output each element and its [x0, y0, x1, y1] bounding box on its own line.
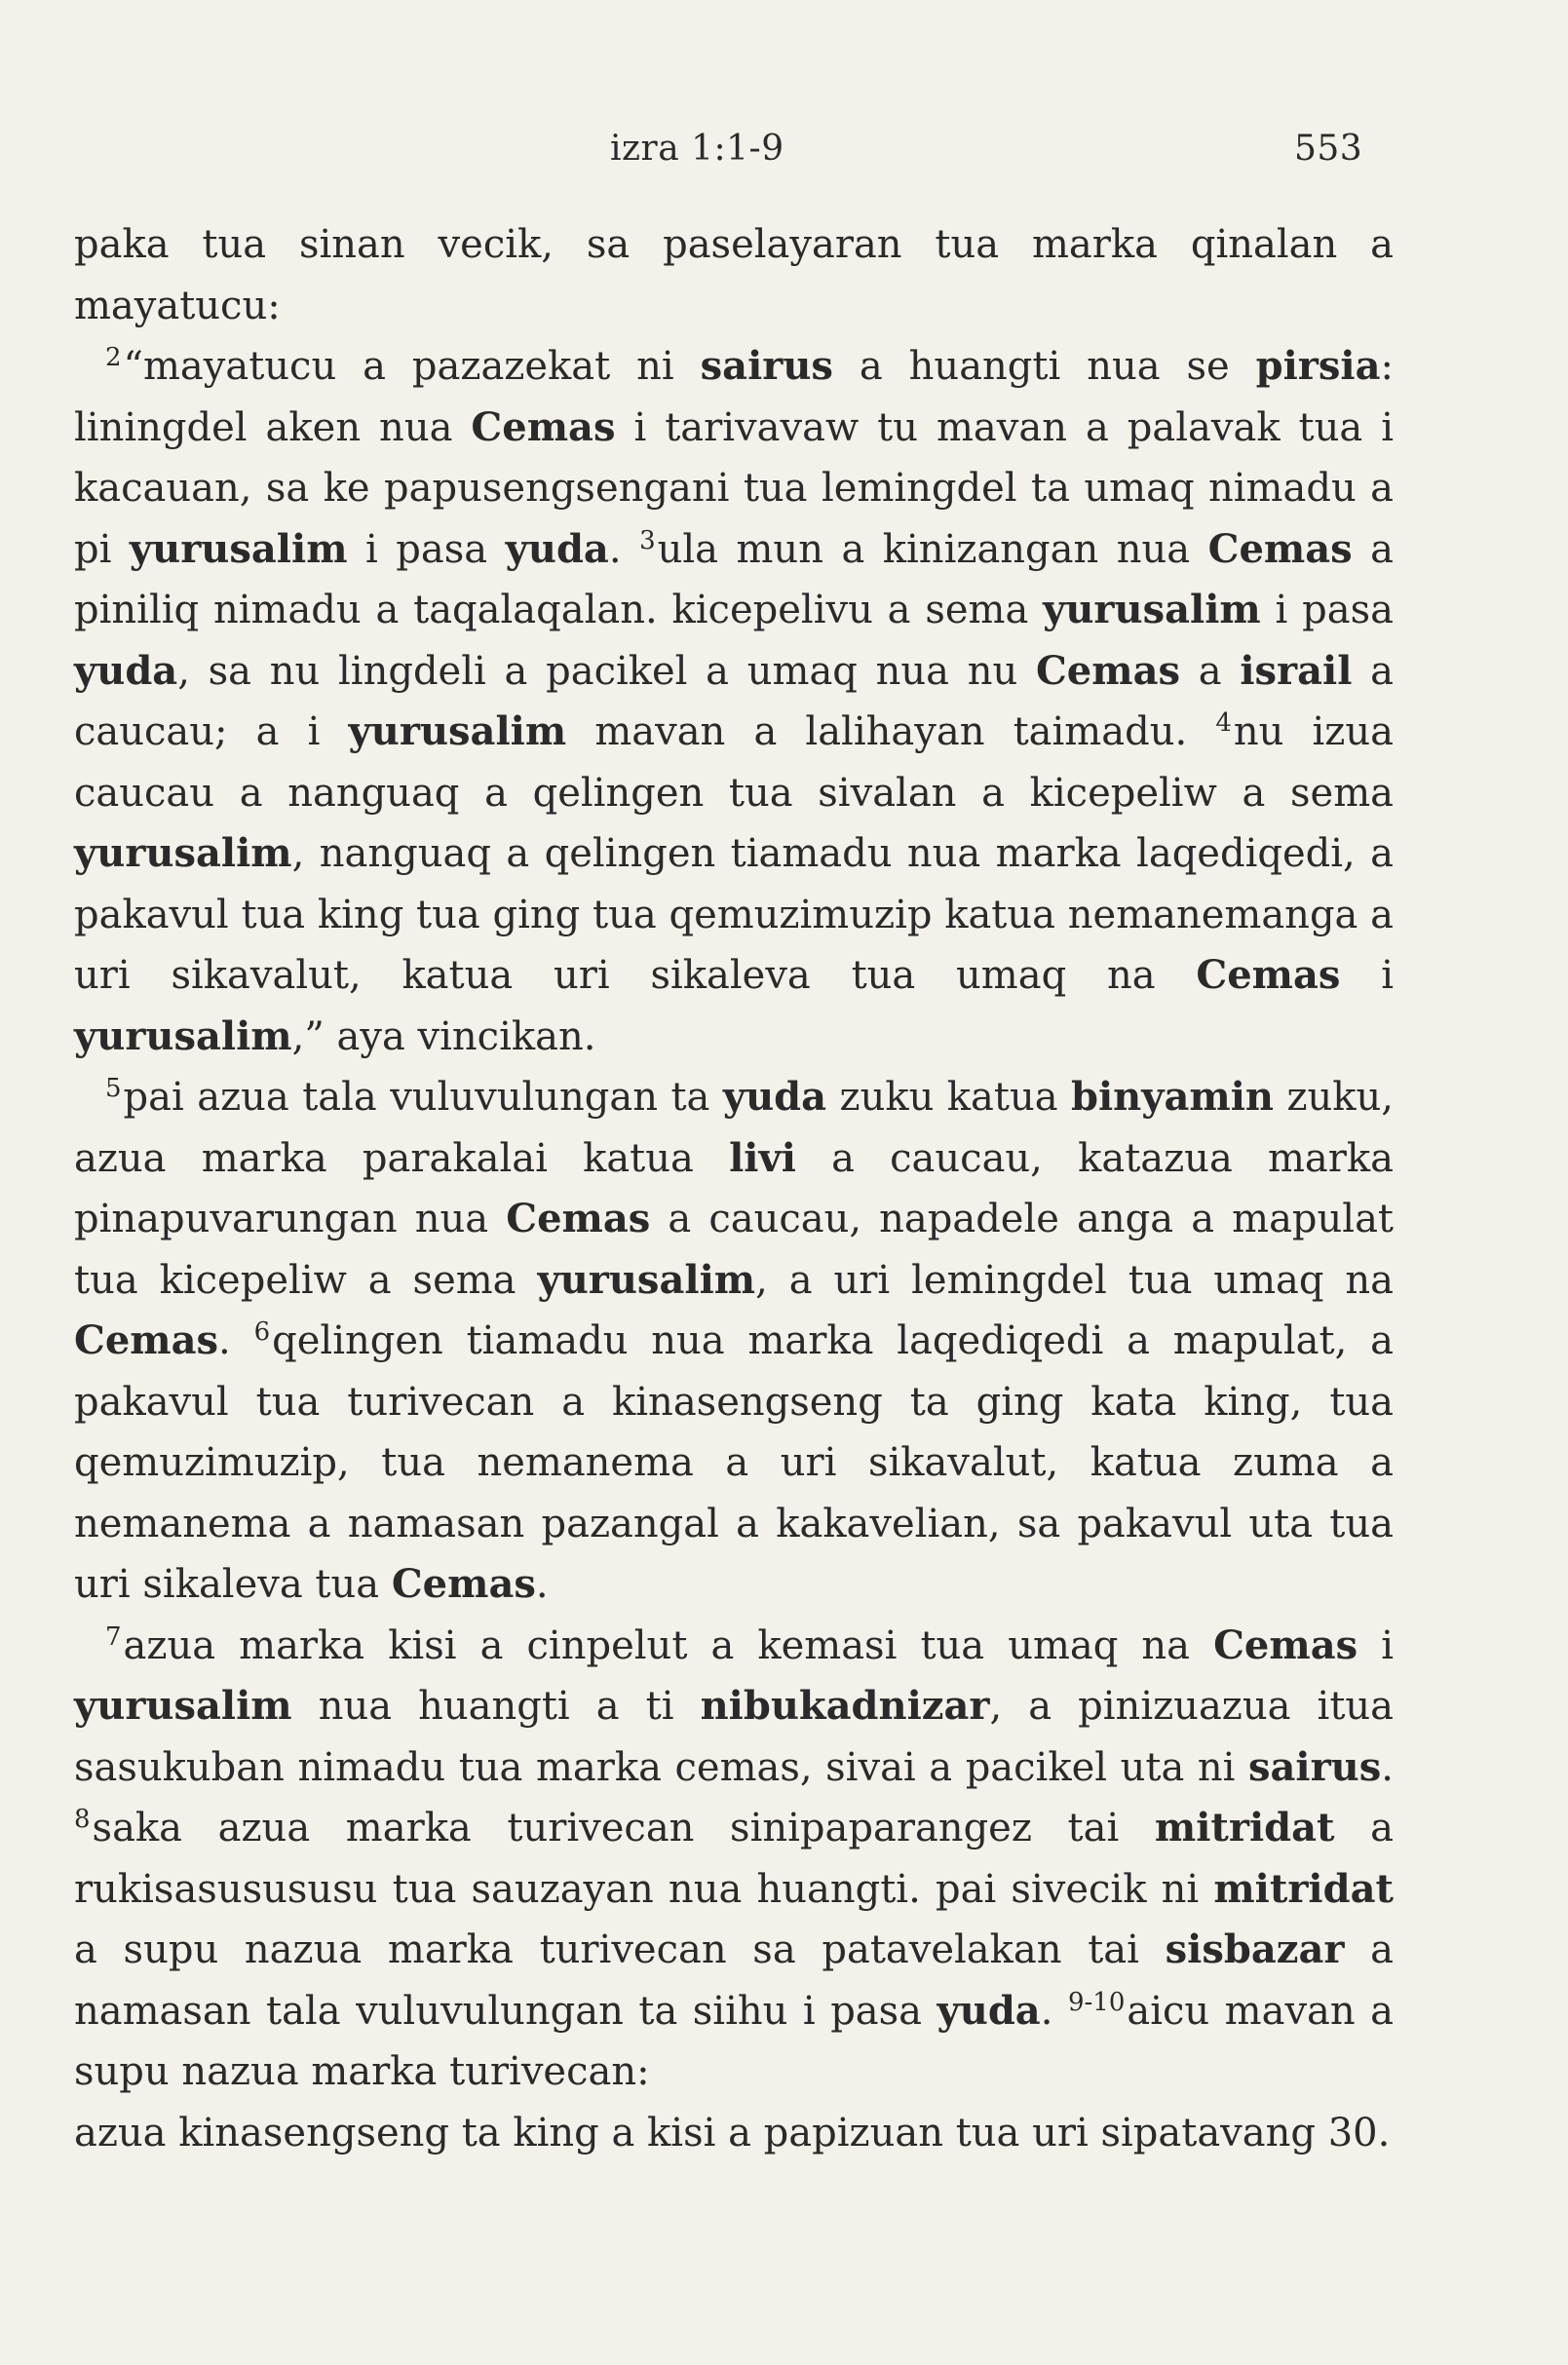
page-number: 553: [1294, 129, 1363, 169]
running-title: izra 1:1-9: [610, 129, 784, 169]
paragraph-list-line: azua kinasengseng ta king a kisi a papizuan tua uri sipatavang 30.: [74, 2110, 1391, 2155]
paragraph-intro: paka tua sinan vecik, sa paselayaran tua marka qinalan a mayatucu:: [74, 222, 1394, 328]
verse-number: 3: [639, 525, 656, 555]
paragraph-verses-5-6: $^5$pai azua tala vuluvulungan ta yuda zuku katua binyamin zuku, azua marka parakalai katua livi a caucau, katazua marka pinapuvarungan nua Cemas a caucau, napadele anga a mapulat tua kicepeliw a sema yurusalim, a uri lemingdel tua umaq na Cemas. $^6$qelingen tiamadu nua marka laqediqedi a mapulat, a pakavul tua turivecan a kinasengseng ta ging kata king, tua qemuzimuzip, tua nemanema a uri sikavalut, katua zuma a nemanema a namasan pazangal a kakavelian, sa pakavul uta tua uri sikaleva tua Cemas.: [74, 1074, 1395, 1607]
verse-number: 5: [105, 1074, 122, 1103]
verse-number: 7: [105, 1621, 122, 1652]
body-text: [74, 214, 1394, 2163]
verse-number: 8: [74, 1805, 91, 1834]
verse-number: 2: [105, 343, 122, 372]
paragraph-verses-2-4: $^2$“mayatucu a pazazekat ni sairus a huangti nua se pirsia: liningdel aken nua Cemas i tarivavaw tu mavan a palavak tua i kacauan, sa ke papusengsengani tua lemingdel ta umaq nimadu a pi yurusalim i pasa yuda. $^3$ula mun a kinizangan nua Cemas a piniliq nimadu a taqalaqalan. kicepelivu a sema yurusalim i pasa yuda, sa nu lingdeli a pacikel a umaq nua nu Cemas a israil a caucau; a i yurusalim mavan a lalihayan taimadu. $^4$nu izua caucau a nanguaq a qelingen tua sivalan a kicepeliw a sema yurusalim, nanguaq a qelingen tiamadu nua marka laqediqedi, a pakavul tua king tua ging tua qemuzimuzip katua nemanemanga a uri sikavalut, katua uri sikaleva tua umaq na Cemas i yurusalim,” aya vincikan.: [74, 343, 1395, 1059]
page-header: [0, 115, 1568, 183]
verse-number: 9-10: [1067, 1987, 1126, 2017]
verse-number: 6: [253, 1317, 271, 1347]
verse-number: 4: [1215, 708, 1232, 738]
paragraph-verses-7-10: $^7$azua marka kisi a cinpelut a kemasi tua umaq na Cemas i yurusalim nua huangti a ti nibukadnizar, a pinizuazua itua sasukuban nimadu tua marka cemas, sivai a pacikel uta ni sairus. $^8$saka azua marka turivecan sinipaparangez tai mitridat a rukisasusususu tua sauzayan nua huangti. pai sivecik ni mitridat a supu nazua marka turivecan sa patavelakan tai sisbazar a namasan tala vuluvulungan ta siihu i pasa yuda. $^{9-10}$aicu mavan a supu nazua marka turivecan:: [74, 1621, 1395, 2094]
